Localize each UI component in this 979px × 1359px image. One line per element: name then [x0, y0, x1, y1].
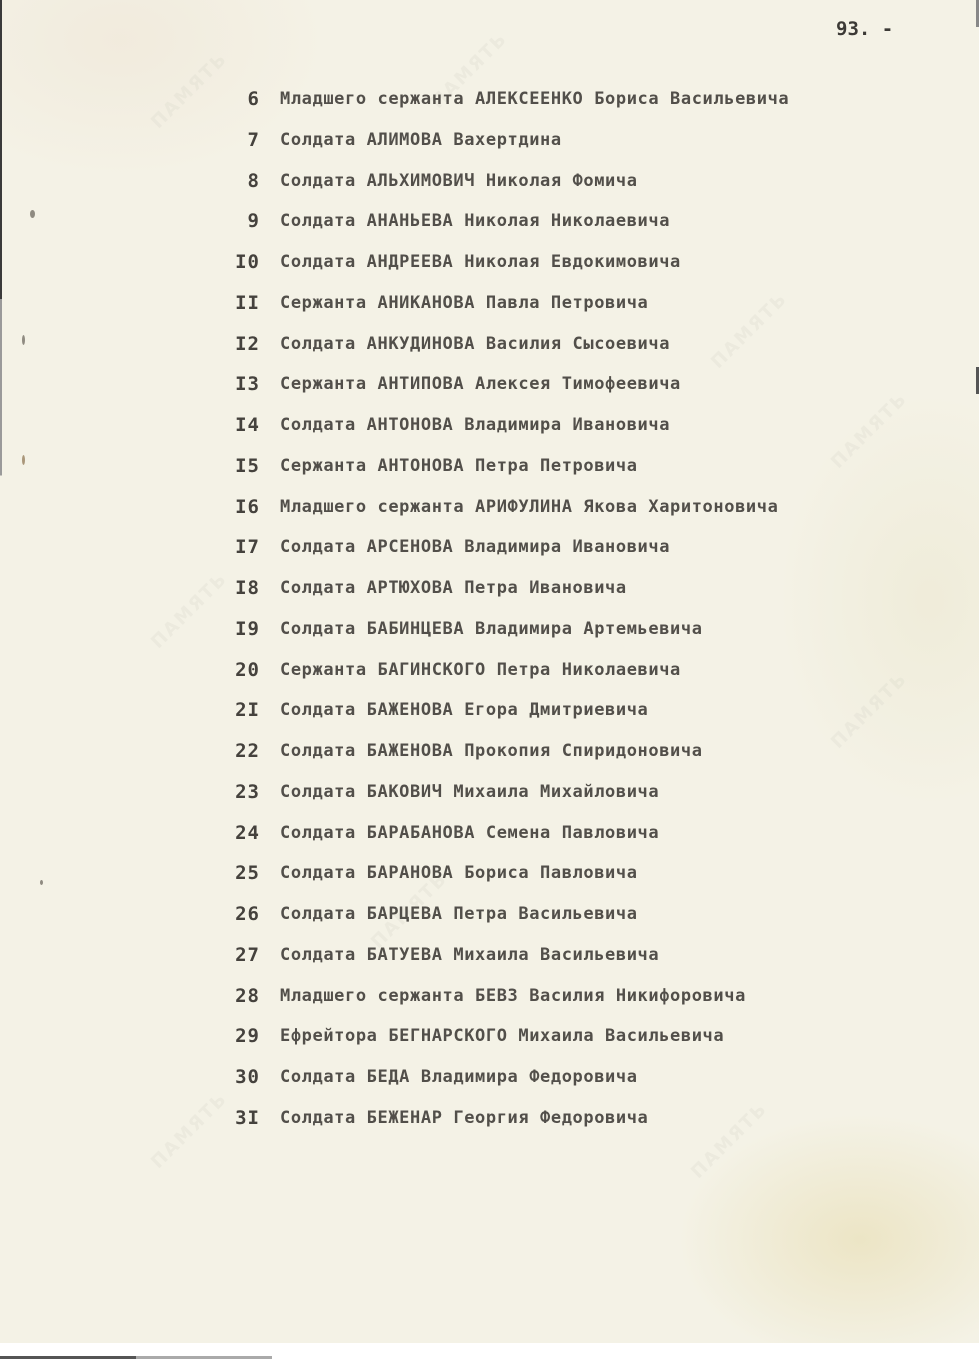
entry-number: 2I — [235, 699, 260, 722]
list-item — [0, 451, 979, 492]
entry-number: 30 — [235, 1066, 260, 1088]
entry-text: Солдата БАРАНОВА Бориса Павловича — [280, 863, 638, 884]
list-item — [0, 655, 979, 696]
entry-number: 23 — [235, 780, 260, 803]
entry-number: I4 — [235, 414, 260, 436]
list-item — [0, 410, 979, 451]
watermark: ПАМЯТЬ — [827, 388, 912, 473]
list-item — [0, 84, 979, 125]
list-item — [0, 818, 979, 859]
entry-text: Сержанта БАГИНСКОГО Петра Николаевича — [280, 659, 681, 680]
list-item — [0, 125, 979, 166]
entry-number: I6 — [235, 495, 260, 518]
list-item — [0, 492, 979, 533]
entry-number: 3I — [235, 1106, 260, 1129]
entry-number: 27 — [235, 943, 260, 966]
entry-number: 29 — [235, 1025, 260, 1048]
list-item — [0, 1062, 979, 1103]
entry-text: Солдата АЛЬХИМОВИЧ Николая Фомича — [280, 170, 638, 191]
entry-number: II — [235, 291, 260, 314]
entry-text: Солдата АНАНЬЕВА Николая Николаевича — [280, 211, 671, 232]
entry-number: 24 — [235, 821, 260, 844]
entry-text: Солдата АНДРЕЕВА Николая Евдокимовича — [280, 252, 681, 272]
entry-number: I8 — [235, 577, 260, 599]
entry-text: Младшего сержанта АРИФУЛИНА Якова Харитоновича — [280, 496, 779, 517]
entry-number: I7 — [235, 536, 260, 559]
entry-number: 22 — [235, 740, 260, 762]
watermark: ПАМЯТЬ — [707, 288, 792, 373]
list-item — [0, 981, 979, 1022]
entry-number: I5 — [235, 454, 260, 477]
list-item — [0, 573, 979, 614]
list-item — [0, 858, 979, 899]
entry-text: Солдата АРСЕНОВА Владимира Ивановича — [280, 537, 671, 558]
entry-number: 7 — [247, 128, 260, 151]
entry-text: Сержанта АНТИПОВА Алексея Тимофеевича — [280, 374, 681, 395]
list-item — [0, 532, 979, 573]
entry-text: Солдата БАРАБАНОВА Семена Павловича — [280, 822, 660, 843]
list-item — [0, 206, 979, 247]
entry-number: 26 — [235, 903, 260, 925]
entry-number: 6 — [247, 88, 260, 110]
entry-text: Солдата БАЖЕНОВА Прокопия Спиридоновича — [280, 741, 703, 761]
page-number: 93. - — [836, 18, 894, 40]
entry-text: Солдата БАТУЕВА Михаила Васильевича — [280, 944, 660, 965]
list-item — [0, 329, 979, 370]
entry-number: I0 — [235, 251, 260, 273]
entry-text: Солдата БАРЦЕВА Петра Васильевича — [280, 904, 638, 924]
list-item — [0, 899, 979, 940]
entry-number: 25 — [235, 862, 260, 885]
entry-text: Сержанта АНИКАНОВА Павла Петровича — [280, 292, 649, 313]
watermark: ПАМЯТЬ — [147, 1088, 232, 1173]
entry-number: 20 — [235, 658, 260, 681]
entry-text: Ефрейтора БЕГНАРСКОГО Михаила Васильевича — [280, 1026, 725, 1047]
list-item — [0, 369, 979, 410]
list-item — [0, 736, 979, 777]
entry-text: Солдата АНТОНОВА Владимира Ивановича — [280, 415, 671, 435]
entry-text: Солдата БЕЖЕНАР Георгия Федоровича — [280, 1107, 649, 1128]
entry-text: Солдата БАЖЕНОВА Егора Дмитриевича — [280, 700, 649, 721]
entry-text: Сержанта АНТОНОВА Петра Петровича — [280, 455, 638, 476]
entry-number: I9 — [235, 617, 260, 640]
list-item — [0, 695, 979, 736]
watermark: ПАМЯТЬ — [687, 1098, 772, 1183]
list-item — [0, 1021, 979, 1062]
watermark: ПАМЯТЬ — [827, 668, 912, 753]
entry-text: Младшего сержанта АЛЕКСЕЕНКО Бориса Васильевича — [280, 89, 790, 109]
list-item — [0, 1103, 979, 1144]
list-item — [0, 614, 979, 655]
list-item — [0, 166, 979, 207]
entry-text: Солдата АЛИМОВА Вахертдина — [280, 129, 562, 150]
entry-number: I2 — [235, 332, 260, 355]
entry-text: Солдата БЕДА Владимира Федоровича — [280, 1067, 638, 1087]
watermark: ПАМЯТЬ — [367, 868, 452, 953]
entry-text: Солдата БАБИНЦЕВА Владимира Артемьевича — [280, 618, 703, 639]
personnel-list — [0, 84, 979, 1144]
watermark: ПАМЯТЬ — [147, 48, 232, 133]
entry-number: 9 — [247, 210, 260, 233]
entry-text: Солдата БАКОВИЧ Михаила Михайловича — [280, 781, 660, 802]
entry-text: Солдата АРТЮХОВА Петра Ивановича — [280, 578, 627, 598]
entry-text: Младшего сержанта БЕВЗ Василия Никифоровича — [280, 985, 746, 1006]
entry-text: Солдата АНКУДИНОВА Василия Сысоевича — [280, 333, 671, 354]
list-item — [0, 247, 979, 288]
list-item — [0, 940, 979, 981]
list-item — [0, 777, 979, 818]
watermark: ПАМЯТЬ — [427, 28, 512, 113]
entry-number: 28 — [235, 984, 260, 1007]
entry-number: 8 — [247, 169, 260, 192]
list-item — [0, 288, 979, 329]
entry-number: I3 — [235, 373, 260, 396]
watermark: ПАМЯТЬ — [147, 568, 232, 653]
